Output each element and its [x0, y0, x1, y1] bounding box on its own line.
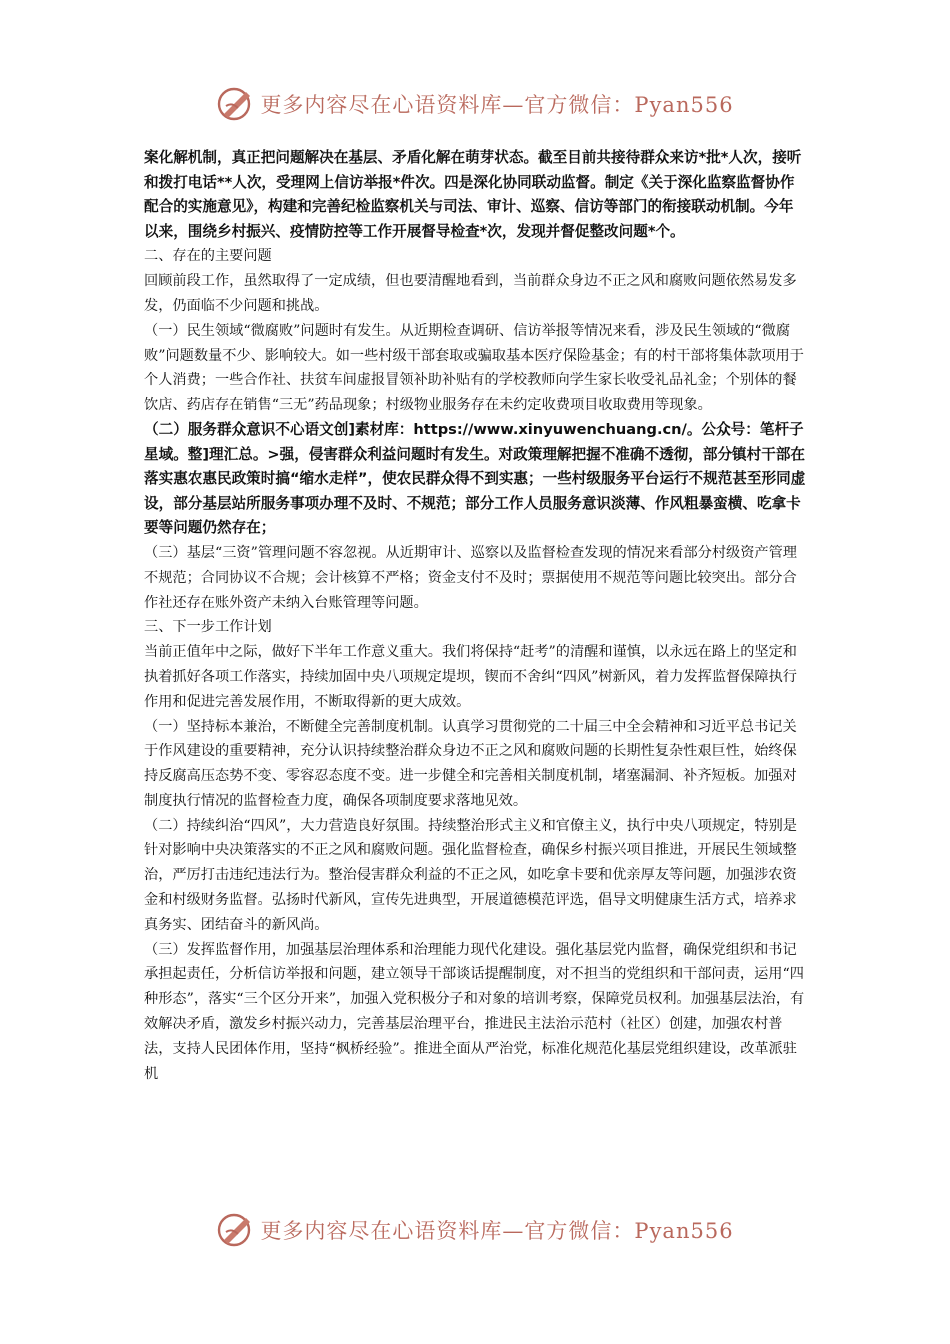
section-heading: 三、下一步工作计划 [144, 619, 272, 636]
header-banner [0, 82, 950, 126]
section-heading: 二、存在的主要问题 [144, 248, 272, 265]
paragraph: （一）民生领域“微腐败”问题时有发生。从近期检查调研、信访举报等情况来看，涉及民生领域的“微腐败”问题数量不少、影响较大。如一些村级干部套取或骗取基本医疗保险基金；有的村干部将集体款项用于个人消费；一些合作社、扶贫车间虚报冒领补助补贴有的学校教师向学生家长收受礼品礼金；个别体的餐饮店、药店存在销售“三无”药品现象；村级物业服务存在未约定收费项目收取费用等现象。 [144, 322, 804, 414]
paragraph: （二）服务群众意识不心语文创]素材库：https://www.xinyuwenchuang.cn/。公众号：笔杆子星域。整]理汇总。>强，侵害群众利益问题时有发生。对政策理解把握不准确不透彻，部分镇村干部在落实惠农惠民政策时搞“缩水走样”，使农民群众得不到实惠；一些村级服务平台运行不规范甚至形同虚设，部分基层站所服务事项办理不及时、不规范；部分工作人员服务意识淡薄、作风粗暴蛮横、吃拿卡要等问题仍然存在； [144, 420, 806, 537]
pen-logo-icon [216, 1210, 256, 1250]
banner-text: 更多内容尽在心语资料库—官方微信：Pyan556 [260, 1219, 734, 1243]
banner-text: 更多内容尽在心语资料库—官方微信：Pyan556 [260, 93, 734, 117]
footer-banner [0, 1208, 950, 1252]
document-body [144, 146, 808, 1086]
paragraph: （三）发挥监督作用，加强基层治理体系和治理能力现代化建设。强化基层党内监督，确保党组织和书记承担起责任，分析信访举报和问题，建立领导干部谈话提醒制度，对不担当的党组织和干部问责，运用“四种形态”，落实“三个区分开来”，加强入党积极分子和对象的培训考察，保障党员权利。加强基层法治，有效解决矛盾，激发乡村振兴动力，完善基层治理平台，推进民主法治示范村（社区）创建，加强农村普法，支持人民团体作用，坚持“枫桥经验”。推进全面从严治党，标准化规范化基层党组织建设，改革派驻机 [144, 941, 805, 1082]
paragraph: （二）持续纠治“四风”，大力营造良好氛围。持续整治形式主义和官僚主义，执行中央八项规定，特别是针对影响中央决策落实的不正之风和腐败问题。强化监督检查，确保乡村振兴项目推进，开展民生领域整治，严厉打击违纪违法行为。整治侵害群众利益的不正之风，如吃拿卡要和优亲厚友等问题，加强涉农资金和村级财务监督。弘扬时代新风，宣传先进典型，开展道德模范评选，倡导文明健康生活方式，培养求真务实、团结奋斗的新风尚。 [144, 817, 797, 933]
paragraph: （三）基层“三资”管理问题不容忽视。从近期审计、巡察以及监督检查发现的情况来看部分村级资产管理不规范；合同协议不合规；会计核算不严格；资金支付不及时；票据使用不规范等问题比较突出。部分合作社还存在账外资产未纳入台账管理等问题。 [144, 544, 797, 611]
paragraph: 案化解机制，真正把问题解决在基层、矛盾化解在萌芽状态。截至目前共接待群众来访*批*人次，接听和拨打电话**人次，受理网上信访举报*件次。四是深化协同联动监督。制定《关于深化监察监督协作配合的实施意见》，构建和完善纪检监察机关与司法、审计、巡察、信访等部门的衔接联动机制。今年以来，围绕乡村振兴、疫情防控等工作开展督导检查*次，发现并督促整改问题*个。 [144, 149, 802, 240]
pen-logo-icon [216, 84, 256, 124]
paragraph: 当前正值年中之际，做好下半年工作意义重大。我们将保持“赶考”的清醒和谨慎，以永远在路上的坚定和执着抓好各项工作落实，持续加固中央八项规定堤坝，锲而不舍纠“四风”树新风，着力发挥监督保障执行作用和促进完善发展作用，不断取得新的更大成效。 [144, 644, 797, 710]
paragraph: （一）坚持标本兼治，不断健全完善制度机制。认真学习贯彻党的二十届三中全会精神和习近平总书记关于作风建设的重要精神，充分认识持续整治群众身边不正之风和腐败问题的长期性复杂性艰巨性，始终保持反腐高压态势不变、零容忍态度不变。进一步健全和完善相关制度机制，堵塞漏洞、补齐短板。加强对制度执行情况的监督检查力度，确保各项制度要求落地见效。 [144, 718, 797, 809]
paragraph: 回顾前段工作，虽然取得了一定成绩，但也要清醒地看到，当前群众身边不正之风和腐败问题依然易发多发，仍面临不少问题和挑战。 [144, 273, 797, 314]
